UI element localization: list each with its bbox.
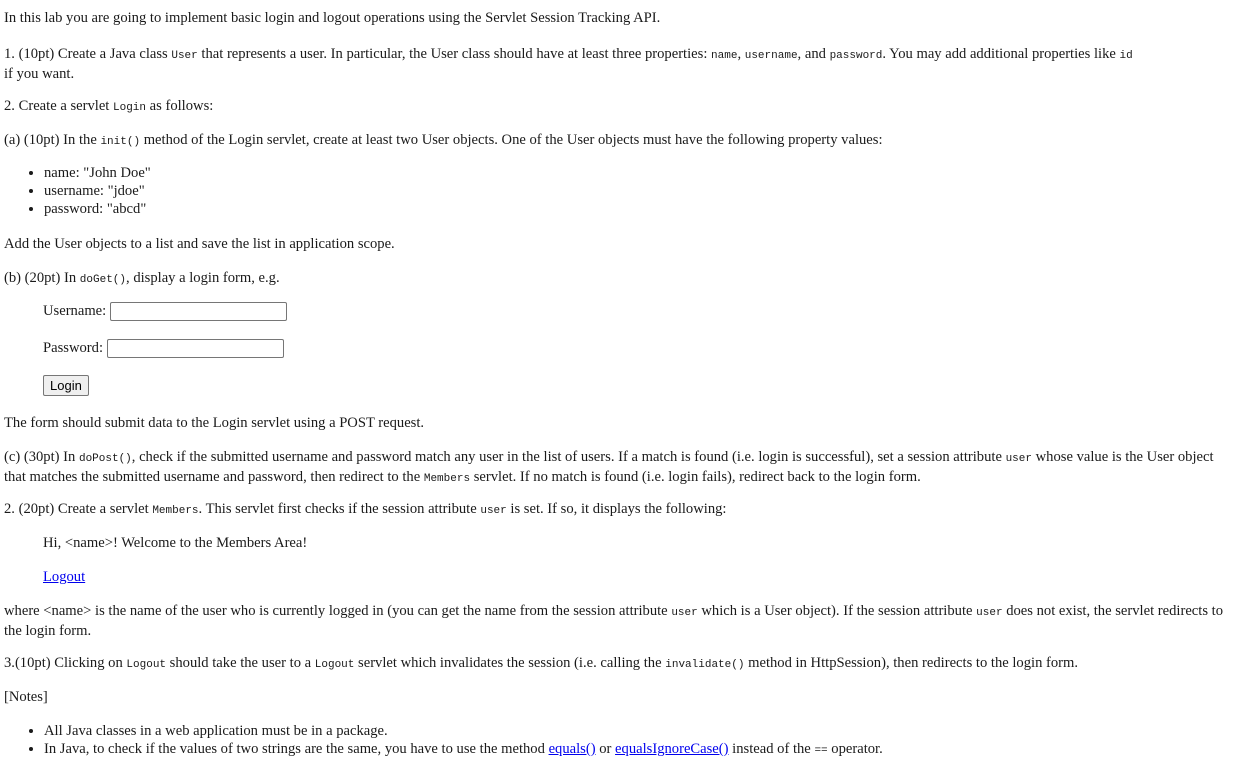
username-field[interactable] [110,302,287,321]
list-item: • In Java, to check if the values of two strings are the same, you have to use the method equals() or equalsIgnoreCase() instead of the == operator. [44,740,883,760]
list-item: • All Java classes in a web application must be in a package. [44,722,883,740]
question-2: 2. Create a servlet Login as follows: [4,98,214,114]
equals-ignore-case-link[interactable]: equalsIgnoreCase() [615,741,729,757]
username-label: Username: [43,303,107,319]
password-label: Password: [43,340,103,356]
password-field[interactable] [107,339,284,358]
username-row [43,302,287,322]
equals-link[interactable]: equals() [548,741,596,757]
password-row [43,339,287,359]
question-1: 1. (10pt) Create a Java class User that represents a user. In particular, the User class should have at least three properties: name, username, and password. You may add additional properties like id if you want. [4,46,1133,82]
john-doe-property-list [4,164,151,218]
login-button-row [43,375,287,396]
post-request-paragraph: The form should submit data to the Login servlet using a POST request. [4,415,425,431]
question-members: 2. (20pt) Create a servlet Members. This servlet first checks if the session attribute user is set. If so, it displays the following: [4,501,727,517]
notes-heading: [Notes] [4,689,48,705]
question-2b: (b) (20pt) In doGet(), display a login form, e.g. [4,270,280,286]
notes-list [4,722,883,760]
logout-link[interactable]: Logout [43,569,86,585]
list-item: • name: "John Doe" [44,164,151,182]
question-2c: (c) (30pt) In doPost(), check if the submitted username and password match any user in the list of users. If a match is found (i.e. login is successful), set a session attribute user whose value is the User object that matches the submitted username and password, then redirect to the Members servlet. If no match is found (i.e. login fails), redirect back to the login form. [4,449,1214,485]
login-form-example [43,302,287,396]
list-item: • username: "jdoe" [44,182,151,200]
application-scope-paragraph: Add the User objects to a list and save the list in application scope. [4,236,395,252]
question-2a: (a) (10pt) In the init() method of the Login servlet, create at least two User objects. One of the User objects must have the following property values: [4,132,883,148]
login-button[interactable]: Login [43,375,89,396]
logout-example [43,568,85,586]
question-3: 3.(10pt) Clicking on Logout should take the user to a Logout servlet which invalidates the session (i.e. calling the invalidate() method in HttpSession), then redirects to the login form. [4,655,1079,671]
where-name-paragraph: where <name> is the name of the user who is currently logged in (you can get the name from the session attribute user which is a User object). If the session attribute user does not exist, the servlet redirects to the login form. [4,603,1224,639]
welcome-message: Hi, <name>! Welcome to the Members Area! [43,535,308,551]
intro-paragraph: In this lab you are going to implement basic login and logout operations using the Servlet Session Tracking API. [4,10,661,26]
list-item: • password: "abcd" [44,200,151,218]
